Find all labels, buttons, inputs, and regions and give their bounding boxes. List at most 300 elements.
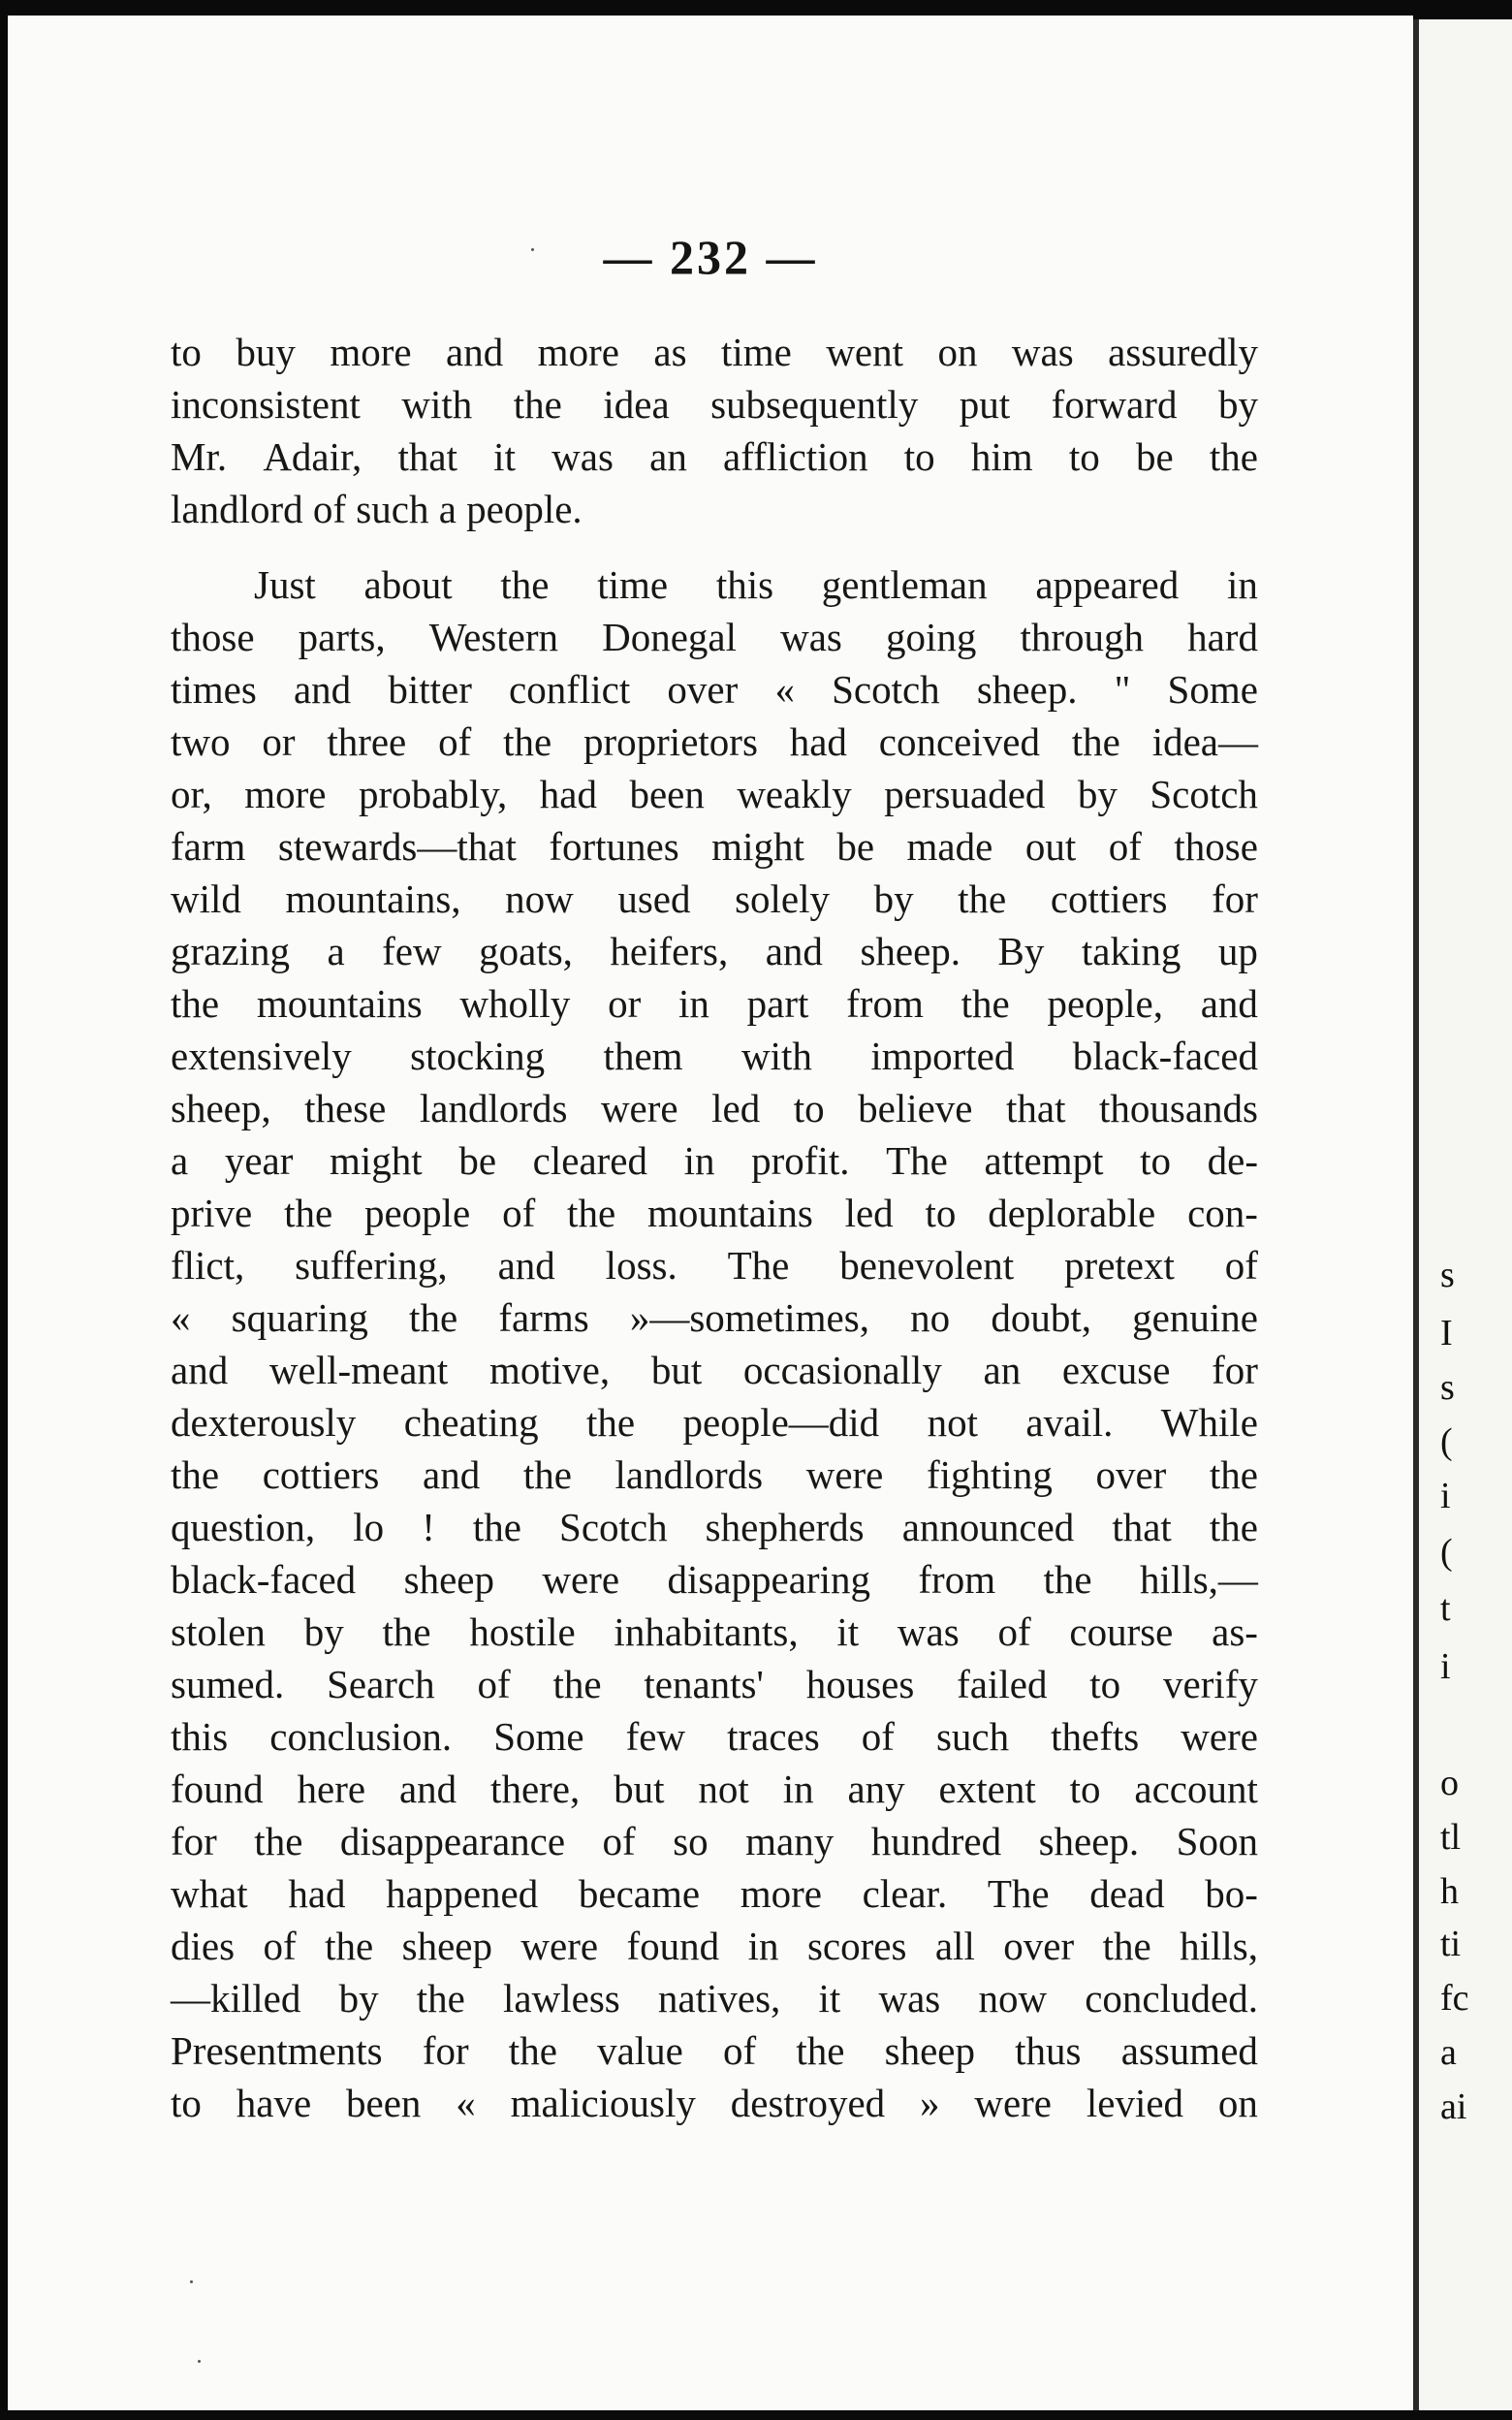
- word: hundred: [870, 1819, 1002, 1863]
- word: the: [284, 1191, 333, 1235]
- word: loss.: [605, 1243, 677, 1288]
- word: Some: [1167, 667, 1258, 712]
- word: no: [910, 1295, 951, 1340]
- word: appeared: [1035, 562, 1180, 607]
- word: for: [422, 2028, 469, 2073]
- word: disappearing: [667, 1557, 870, 1602]
- word: stocking: [410, 1034, 546, 1078]
- word: excuse: [1061, 1348, 1171, 1392]
- word: the: [472, 1505, 521, 1549]
- word: many: [745, 1819, 835, 1863]
- word: the: [1209, 1452, 1258, 1497]
- word: the: [1209, 1505, 1258, 1549]
- word: the: [1043, 1557, 1092, 1602]
- word: wholly: [459, 981, 571, 1026]
- word: the: [586, 1400, 636, 1445]
- word: Search: [327, 1662, 435, 1706]
- word: disappearance: [339, 1819, 566, 1863]
- word: from: [918, 1557, 996, 1602]
- word: that: [1112, 1505, 1172, 1549]
- print-speck: [190, 2280, 193, 2283]
- text-line: [171, 1710, 1258, 1763]
- word: motive,: [489, 1348, 611, 1392]
- word: be: [458, 1138, 497, 1183]
- word: and: [497, 1243, 555, 1288]
- word: be: [836, 824, 875, 869]
- word: not: [698, 1767, 749, 1811]
- word: so: [673, 1819, 709, 1863]
- word: maliciously: [510, 2081, 696, 2125]
- word: cottiers: [262, 1452, 380, 1497]
- word: assumed: [1120, 2028, 1258, 2073]
- word: here: [297, 1767, 366, 1811]
- word: of: [263, 1924, 297, 1968]
- word: were: [974, 2081, 1053, 2125]
- word: idea—: [1151, 719, 1258, 764]
- word: in: [747, 1924, 779, 1968]
- word: found: [626, 1924, 720, 1968]
- word: well-meant: [268, 1348, 449, 1392]
- word: were: [1181, 1714, 1258, 1759]
- adjacent-page-fragment: ti: [1440, 1924, 1462, 1964]
- word: of: [1108, 824, 1142, 869]
- adjacent-page-fragment: i: [1440, 1646, 1451, 1687]
- word: «: [774, 667, 795, 712]
- word: made: [906, 824, 993, 869]
- word: but: [650, 1348, 703, 1392]
- word: year: [224, 1138, 294, 1183]
- word: over: [667, 667, 739, 712]
- text-line: [171, 430, 1258, 483]
- word: Scotch: [559, 1505, 668, 1549]
- word: it: [818, 1976, 841, 2021]
- word: or,: [171, 772, 212, 816]
- word: or: [262, 719, 296, 764]
- word: clear.: [862, 1871, 948, 1916]
- word: lawless: [503, 1976, 620, 2021]
- word: of: [602, 1819, 636, 1863]
- adjacent-page-fragment: o: [1440, 1763, 1459, 1803]
- word: became: [578, 1871, 701, 1916]
- text-line: [171, 768, 1258, 820]
- word: of: [438, 719, 472, 764]
- word: deplorable: [988, 1191, 1156, 1235]
- text-line: landlord of such a people.: [171, 487, 583, 531]
- word: dead: [1089, 1871, 1165, 1916]
- text-line: [171, 378, 1258, 430]
- paragraph-gap: [171, 535, 1258, 558]
- word: sheep.: [976, 667, 1078, 712]
- word: occasionally: [742, 1348, 942, 1392]
- adjacent-page-margin: [1419, 19, 1512, 2410]
- word: concluded.: [1085, 1976, 1258, 2021]
- word: attempt: [984, 1138, 1104, 1183]
- word: Soon: [1176, 1819, 1258, 1863]
- word: to: [793, 1086, 825, 1130]
- word: sheep.: [860, 929, 961, 973]
- word: thus: [1015, 2028, 1082, 2073]
- word: any: [847, 1767, 905, 1811]
- word: !: [422, 1505, 435, 1549]
- text-line: [171, 1030, 1258, 1082]
- adjacent-page-fragment: s: [1440, 1255, 1455, 1295]
- print-speck: [531, 248, 534, 251]
- word: doubt,: [991, 1295, 1091, 1340]
- word: it: [493, 434, 516, 479]
- text-line: [171, 1867, 1258, 1920]
- word: have: [236, 2081, 312, 2125]
- word: of: [502, 1191, 536, 1235]
- word: extensively: [171, 1034, 352, 1078]
- text-line: [171, 1763, 1258, 1815]
- adjacent-page-fragment: tl: [1440, 1817, 1462, 1858]
- word: farm: [171, 824, 246, 869]
- word: lo: [353, 1505, 385, 1549]
- word: mountains,: [285, 876, 461, 921]
- word: By: [997, 929, 1045, 973]
- word: been: [629, 772, 705, 816]
- text-line: [171, 820, 1258, 873]
- word: the: [508, 2028, 557, 2073]
- word: in: [677, 981, 709, 1026]
- word: wild: [171, 876, 241, 921]
- word: thefts: [1051, 1714, 1140, 1759]
- word: Presentments: [171, 2028, 383, 2073]
- text-line: [171, 326, 1258, 378]
- word: subsequently: [710, 382, 919, 427]
- word: traces: [727, 1714, 820, 1759]
- text-line: [171, 1815, 1258, 1867]
- word: benevolent: [839, 1243, 1015, 1288]
- word: more: [330, 330, 412, 374]
- text-line: [171, 1344, 1258, 1396]
- word: the: [522, 1452, 572, 1497]
- word: that: [397, 434, 457, 479]
- word: dexterously: [171, 1400, 357, 1445]
- word: course: [1069, 1609, 1174, 1654]
- word: parts,: [298, 615, 386, 659]
- word: over: [1003, 1924, 1075, 1968]
- word: this: [715, 562, 774, 607]
- word: sheep,: [171, 1086, 271, 1130]
- word: of: [1224, 1243, 1258, 1288]
- word: people: [363, 1191, 471, 1235]
- word: thousands: [1099, 1086, 1258, 1130]
- word: bo-: [1205, 1871, 1258, 1916]
- word: be: [1136, 434, 1174, 479]
- word: now: [505, 876, 574, 921]
- text-line: [171, 2077, 1258, 2129]
- word: sheep: [403, 1557, 494, 1602]
- word: time: [720, 330, 792, 374]
- word: cleared: [532, 1138, 647, 1183]
- word: and: [293, 667, 352, 712]
- word: to: [1068, 434, 1100, 479]
- word: by: [1217, 382, 1258, 427]
- word: was: [1011, 330, 1074, 374]
- word: a: [327, 929, 345, 973]
- word: weakly: [737, 772, 852, 816]
- word: was: [551, 434, 614, 479]
- word: about: [363, 562, 453, 607]
- adjacent-page-fragment: (: [1440, 1532, 1453, 1573]
- word: houses: [805, 1662, 915, 1706]
- word: times: [171, 667, 257, 712]
- word: imported: [870, 1034, 1015, 1078]
- word: with: [740, 1034, 812, 1078]
- word: announced: [901, 1505, 1075, 1549]
- word: had: [288, 1871, 346, 1916]
- word: gentleman: [821, 562, 988, 607]
- word: as: [653, 330, 687, 374]
- word: might: [711, 824, 804, 869]
- word: for: [171, 1819, 217, 1863]
- word: that: [1006, 1086, 1066, 1130]
- word: there,: [490, 1767, 581, 1811]
- adjacent-page-fragment: i: [1440, 1476, 1451, 1516]
- text-line: [171, 1501, 1258, 1553]
- word: inconsistent: [171, 382, 361, 427]
- word: black-faced: [171, 1557, 357, 1602]
- word: scores: [806, 1924, 907, 1968]
- word: to: [903, 434, 935, 479]
- word: believe: [858, 1086, 973, 1130]
- word: the: [382, 1609, 431, 1654]
- word: might: [330, 1138, 423, 1183]
- text-line: [171, 1920, 1258, 1972]
- word: for: [1212, 1348, 1258, 1392]
- word: to: [1140, 1138, 1171, 1183]
- word: levied: [1086, 2081, 1184, 2125]
- word: with: [401, 382, 473, 427]
- word: but: [614, 1767, 665, 1811]
- word: Just: [254, 562, 316, 607]
- adjacent-page-fragment: h: [1440, 1871, 1459, 1912]
- word: not: [927, 1400, 978, 1445]
- word: Scotch: [832, 667, 940, 712]
- word: more: [244, 772, 327, 816]
- word: con-: [1187, 1191, 1258, 1235]
- word: the: [171, 981, 220, 1026]
- word: inhabitants,: [614, 1609, 799, 1654]
- word: conflict: [509, 667, 631, 712]
- word: in: [683, 1138, 715, 1183]
- word: the: [416, 1976, 465, 2021]
- word: went: [826, 330, 904, 374]
- word: proprietors: [583, 719, 758, 764]
- word: found: [171, 1767, 264, 1811]
- word: bitter: [388, 667, 472, 712]
- word: or: [608, 981, 642, 1026]
- word: had: [539, 772, 597, 816]
- word: and: [446, 330, 504, 374]
- page-number: — 232 —: [603, 230, 818, 284]
- word: the: [1102, 1924, 1151, 1968]
- word: dies: [171, 1924, 236, 1968]
- word: of: [723, 2028, 757, 2073]
- book-page: [8, 16, 1413, 2410]
- adjacent-page-fragment: ai: [1440, 2086, 1467, 2127]
- word: The: [727, 1243, 790, 1288]
- word: ": [1114, 667, 1131, 712]
- adjacent-page-fragment: fc: [1440, 1978, 1469, 2019]
- word: as-: [1212, 1609, 1258, 1654]
- word: Some: [493, 1714, 584, 1759]
- word: forward: [1051, 382, 1178, 427]
- word: it: [836, 1609, 860, 1654]
- word: conclusion.: [269, 1714, 453, 1759]
- word: in: [782, 1767, 814, 1811]
- word: mountains: [646, 1191, 813, 1235]
- word: —killed: [171, 1976, 301, 2021]
- adjacent-page-fragment: t: [1440, 1588, 1451, 1629]
- word: all: [934, 1924, 975, 1968]
- text-line: [171, 1606, 1258, 1658]
- word: by: [873, 876, 914, 921]
- text-line: [171, 1396, 1258, 1449]
- word: pretext: [1064, 1243, 1175, 1288]
- word: up: [1217, 929, 1258, 973]
- word: of: [861, 1714, 895, 1759]
- word: people—did: [682, 1400, 880, 1445]
- print-speck: [198, 2360, 201, 2363]
- word: to: [171, 330, 202, 374]
- word: failed: [957, 1662, 1048, 1706]
- word: out: [1024, 824, 1077, 869]
- word: fighting: [927, 1452, 1053, 1497]
- word: the: [171, 1452, 220, 1497]
- word: the: [958, 876, 1007, 921]
- word: those: [1174, 824, 1258, 869]
- text-line: [171, 1658, 1258, 1710]
- word: time: [597, 562, 669, 607]
- word: persuaded: [884, 772, 1046, 816]
- word: cottiers: [1050, 876, 1168, 921]
- word: taking: [1081, 929, 1181, 973]
- word: an: [649, 434, 687, 479]
- word: by: [303, 1609, 344, 1654]
- word: going: [885, 615, 977, 659]
- word: Western: [428, 615, 558, 659]
- word: The: [987, 1871, 1050, 1916]
- word: While: [1160, 1400, 1258, 1445]
- word: this: [171, 1714, 229, 1759]
- text-line: [171, 1239, 1258, 1291]
- word: heifers,: [610, 929, 729, 973]
- word: over: [1095, 1452, 1167, 1497]
- word: the: [325, 1924, 374, 1968]
- word: were: [600, 1086, 678, 1130]
- word: was: [780, 615, 842, 659]
- word: were: [805, 1452, 884, 1497]
- word: question,: [171, 1505, 316, 1549]
- word: the: [503, 719, 552, 764]
- text-line: [171, 1972, 1258, 2024]
- word: Scotch: [1150, 772, 1258, 816]
- word: and: [1200, 981, 1258, 1026]
- word: destroyed: [730, 2081, 886, 2125]
- word: suffering,: [295, 1243, 448, 1288]
- word: to: [925, 1191, 957, 1235]
- word: the: [1071, 719, 1120, 764]
- word: affliction: [723, 434, 868, 479]
- word: the: [567, 1191, 616, 1235]
- word: farms: [498, 1295, 589, 1340]
- word: on: [1217, 2081, 1258, 2125]
- word: black-faced: [1072, 1034, 1258, 1078]
- word: solely: [735, 876, 830, 921]
- text-line: [171, 558, 1258, 611]
- paragraph: [171, 558, 1258, 2129]
- word: of: [997, 1609, 1031, 1654]
- word: three: [327, 719, 407, 764]
- word: part: [746, 981, 809, 1026]
- word: more: [537, 330, 619, 374]
- word: the: [796, 2028, 845, 2073]
- word: and: [171, 1348, 229, 1392]
- word: prive: [171, 1191, 253, 1235]
- text-line: [171, 1449, 1258, 1501]
- adjacent-page-fragment: s: [1440, 1367, 1455, 1408]
- word: people,: [1047, 981, 1163, 1026]
- word: buy: [236, 330, 296, 374]
- word: and: [765, 929, 823, 973]
- word: to: [171, 2081, 202, 2125]
- word: assuredly: [1108, 330, 1258, 374]
- text-line: [171, 611, 1258, 663]
- word: and: [423, 1452, 481, 1497]
- word: extent: [938, 1767, 1036, 1811]
- word: profit.: [751, 1138, 850, 1183]
- word: the: [254, 1819, 303, 1863]
- word: the: [552, 1662, 602, 1706]
- word: led: [844, 1191, 894, 1235]
- word: on: [937, 330, 978, 374]
- word: him: [970, 434, 1033, 479]
- text-line: [171, 2024, 1258, 2077]
- word: few: [625, 1714, 686, 1759]
- word: verify: [1163, 1662, 1258, 1706]
- word: led: [711, 1086, 761, 1130]
- word: used: [617, 876, 691, 921]
- word: hills,: [1180, 1924, 1258, 1968]
- text-line: [171, 873, 1258, 925]
- word: squaring: [231, 1295, 368, 1340]
- word: «: [456, 2081, 476, 2125]
- word: tenants': [644, 1662, 764, 1706]
- word: The: [886, 1138, 948, 1183]
- word: in: [1227, 562, 1258, 607]
- word: fortunes: [549, 824, 679, 869]
- word: sheep: [884, 2028, 975, 2073]
- word: hills,—: [1140, 1557, 1258, 1602]
- word: a: [171, 1138, 189, 1183]
- text-line: [171, 1291, 1258, 1344]
- word: to: [1089, 1662, 1121, 1706]
- word: sumed.: [171, 1662, 285, 1706]
- word: by: [1077, 772, 1118, 816]
- word: hostile: [469, 1609, 576, 1654]
- text-line: [171, 925, 1258, 977]
- word: value: [597, 2028, 683, 2073]
- word: those: [171, 615, 255, 659]
- word: probably,: [358, 772, 508, 816]
- word: »: [920, 2081, 940, 2125]
- word: were: [542, 1557, 620, 1602]
- word: de-: [1207, 1138, 1258, 1183]
- word: flict,: [171, 1243, 245, 1288]
- word: more: [740, 1871, 822, 1916]
